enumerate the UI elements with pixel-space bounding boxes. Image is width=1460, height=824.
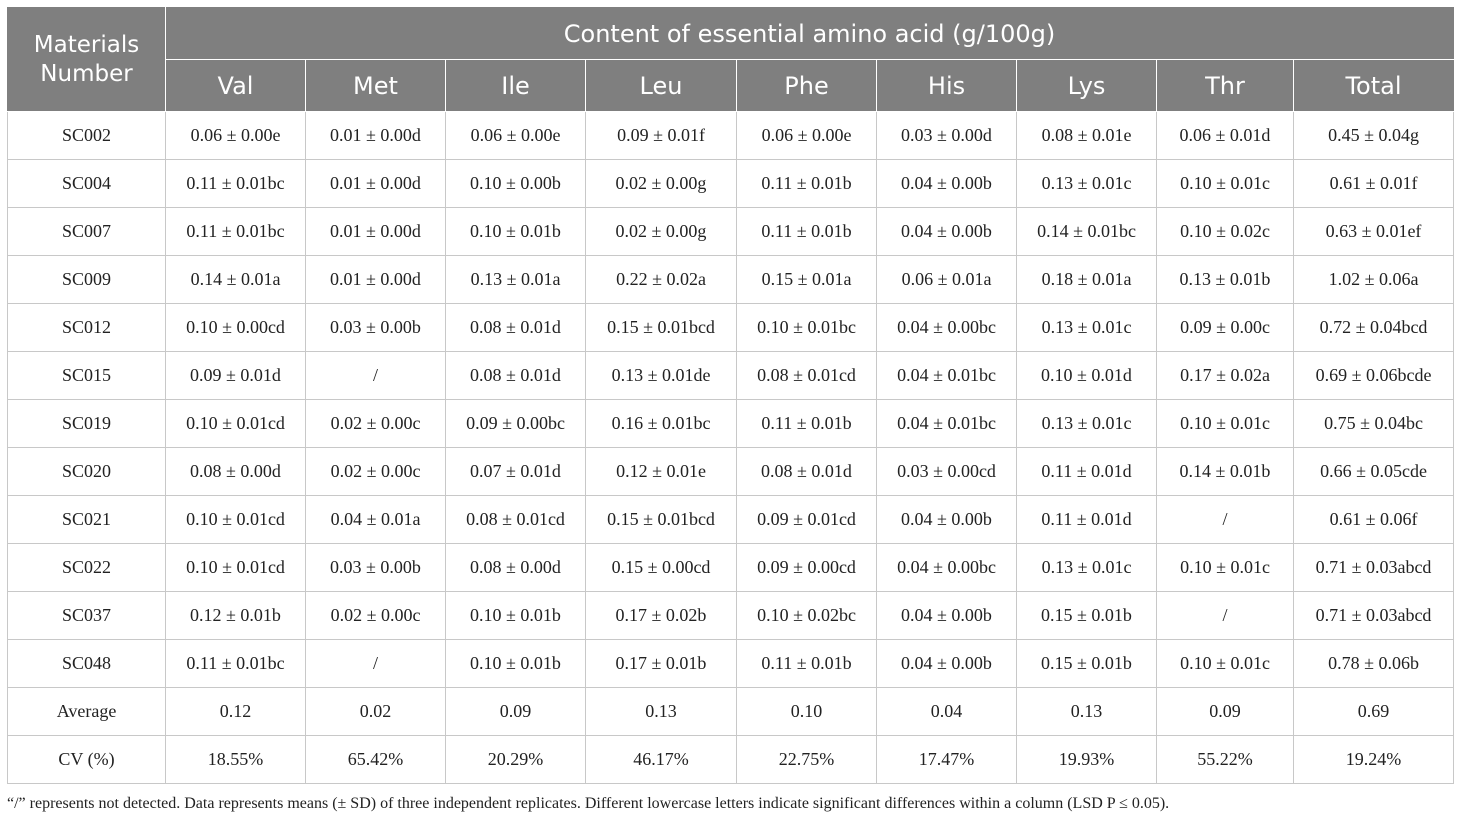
row-header-materials-number [8, 8, 166, 112]
data-cell: 0.03 ± 0.00b [306, 544, 446, 592]
column-header-thr: Thr [1157, 60, 1294, 112]
data-cell: 0.06 ± 0.00e [166, 112, 306, 160]
table-footnote: “/” represents not detected. Data represents means (± SD) of three independent replicates. Different lowercase letters indicate significant differences within a column (LSD P ≤ 0.05). [7, 795, 1170, 812]
data-cell: 0.08 ± 0.00d [446, 544, 586, 592]
data-cell: 0.09 ± 0.01f [586, 112, 737, 160]
data-cell: / [306, 352, 446, 400]
row-label-cell: SC019 [8, 400, 166, 448]
table-row [8, 208, 1454, 256]
data-cell: 0.08 ± 0.01cd [737, 352, 877, 400]
data-cell: 0.13 ± 0.01c [1017, 400, 1157, 448]
data-cell: 0.10 ± 0.01b [446, 592, 586, 640]
table-row [8, 160, 1454, 208]
data-cell: 0.18 ± 0.01a [1017, 256, 1157, 304]
data-cell: 0.16 ± 0.01bc [586, 400, 737, 448]
data-cell: 0.13 ± 0.01c [1017, 544, 1157, 592]
data-cell: 0.02 ± 0.00c [306, 400, 446, 448]
table-row [8, 352, 1454, 400]
table-row [8, 112, 1454, 160]
group-header-essential-amino-acid: Content of essential amino acid (g/100g) [166, 8, 1454, 60]
data-cell: 0.15 ± 0.01a [737, 256, 877, 304]
data-cell: 0.10 ± 0.01bc [737, 304, 877, 352]
data-cell: 46.17% [586, 736, 737, 784]
data-cell: 0.71 ± 0.03abcd [1294, 592, 1454, 640]
data-cell: 0.11 ± 0.01bc [166, 208, 306, 256]
data-cell: 0.63 ± 0.01ef [1294, 208, 1454, 256]
data-cell: 0.15 ± 0.00cd [586, 544, 737, 592]
column-header-his: His [877, 60, 1017, 112]
table-row [8, 736, 1454, 784]
data-cell: 0.04 [877, 688, 1017, 736]
header-row-columns [8, 60, 1454, 112]
data-cell: 0.78 ± 0.06b [1294, 640, 1454, 688]
data-cell: 0.66 ± 0.05cde [1294, 448, 1454, 496]
table-header [8, 8, 1454, 112]
data-cell: 0.09 [1157, 688, 1294, 736]
header-row-group [8, 8, 1454, 60]
table-row [8, 640, 1454, 688]
data-cell: / [306, 640, 446, 688]
data-cell: 0.69 ± 0.06bcde [1294, 352, 1454, 400]
data-cell: 0.11 ± 0.01bc [166, 160, 306, 208]
data-cell: 0.10 ± 0.02c [1157, 208, 1294, 256]
data-cell: 0.10 ± 0.01c [1157, 640, 1294, 688]
data-cell: 0.61 ± 0.01f [1294, 160, 1454, 208]
data-cell: 0.14 ± 0.01bc [1017, 208, 1157, 256]
data-cell: 0.22 ± 0.02a [586, 256, 737, 304]
data-cell: 0.17 ± 0.01b [586, 640, 737, 688]
data-cell: 0.06 ± 0.00e [446, 112, 586, 160]
row-label-cell: SC004 [8, 160, 166, 208]
data-cell: 0.08 ± 0.01d [446, 352, 586, 400]
data-cell: 0.10 ± 0.01c [1157, 544, 1294, 592]
data-cell: 0.04 ± 0.00b [877, 592, 1017, 640]
data-cell: 0.15 ± 0.01bcd [586, 496, 737, 544]
data-cell: 0.13 ± 0.01c [1017, 160, 1157, 208]
data-cell: 0.10 ± 0.01b [446, 640, 586, 688]
table-row [8, 448, 1454, 496]
data-cell: 0.04 ± 0.00bc [877, 304, 1017, 352]
row-header-label: Materials Number [33, 31, 140, 87]
amino-acid-table [7, 7, 1454, 784]
row-label-cell: SC021 [8, 496, 166, 544]
data-cell: 0.02 ± 0.00g [586, 208, 737, 256]
data-cell: 0.01 ± 0.00d [306, 256, 446, 304]
data-cell: 0.72 ± 0.04bcd [1294, 304, 1454, 352]
data-cell: 0.08 ± 0.00d [166, 448, 306, 496]
table-row [8, 688, 1454, 736]
table-row [8, 496, 1454, 544]
data-cell: 0.04 ± 0.00b [877, 496, 1017, 544]
data-cell: 0.02 ± 0.00c [306, 592, 446, 640]
data-cell: 0.07 ± 0.01d [446, 448, 586, 496]
data-cell: 19.24% [1294, 736, 1454, 784]
data-cell: 0.11 ± 0.01d [1017, 496, 1157, 544]
data-cell: 0.11 ± 0.01d [1017, 448, 1157, 496]
table-body [8, 112, 1454, 784]
data-cell: 0.03 ± 0.00d [877, 112, 1017, 160]
data-cell: 0.01 ± 0.00d [306, 208, 446, 256]
data-cell: 0.45 ± 0.04g [1294, 112, 1454, 160]
data-cell: 0.11 ± 0.01b [737, 640, 877, 688]
data-cell: 0.12 ± 0.01b [166, 592, 306, 640]
data-cell: 0.10 ± 0.01b [446, 208, 586, 256]
data-cell: 0.13 [1017, 688, 1157, 736]
data-cell: 0.13 ± 0.01c [1017, 304, 1157, 352]
table-row [8, 592, 1454, 640]
column-header-val: Val [166, 60, 306, 112]
data-cell: 0.13 ± 0.01de [586, 352, 737, 400]
data-cell: 0.04 ± 0.00b [877, 208, 1017, 256]
data-cell: 22.75% [737, 736, 877, 784]
data-cell: 0.03 ± 0.00cd [877, 448, 1017, 496]
data-cell: 0.02 ± 0.00g [586, 160, 737, 208]
data-cell: 19.93% [1017, 736, 1157, 784]
table-row [8, 256, 1454, 304]
data-cell: 0.09 ± 0.01d [166, 352, 306, 400]
data-cell: 0.04 ± 0.01a [306, 496, 446, 544]
data-cell: 0.13 ± 0.01b [1157, 256, 1294, 304]
data-cell: 0.11 ± 0.01b [737, 400, 877, 448]
data-cell: 0.08 ± 0.01d [446, 304, 586, 352]
data-cell: 0.13 [586, 688, 737, 736]
data-cell: 0.08 ± 0.01cd [446, 496, 586, 544]
data-cell: 0.04 ± 0.01bc [877, 400, 1017, 448]
data-cell: 0.10 ± 0.01cd [166, 496, 306, 544]
data-cell: 0.06 ± 0.01a [877, 256, 1017, 304]
data-cell: 0.14 ± 0.01a [166, 256, 306, 304]
data-cell: 0.61 ± 0.06f [1294, 496, 1454, 544]
column-header-met: Met [306, 60, 446, 112]
data-cell: 0.10 ± 0.01c [1157, 400, 1294, 448]
data-cell: 0.04 ± 0.00b [877, 160, 1017, 208]
data-cell: 0.08 ± 0.01d [737, 448, 877, 496]
data-cell: 0.03 ± 0.00b [306, 304, 446, 352]
row-label-cell: SC048 [8, 640, 166, 688]
data-cell: 0.09 ± 0.00c [1157, 304, 1294, 352]
table-row [8, 400, 1454, 448]
amino-acid-table-container [7, 7, 1453, 784]
data-cell: 0.11 ± 0.01b [737, 208, 877, 256]
data-cell: 0.09 [446, 688, 586, 736]
data-cell: 0.11 ± 0.01bc [166, 640, 306, 688]
data-cell: 0.01 ± 0.00d [306, 160, 446, 208]
data-cell: 0.15 ± 0.01b [1017, 640, 1157, 688]
data-cell: 0.15 ± 0.01bcd [586, 304, 737, 352]
data-cell: 0.02 ± 0.00c [306, 448, 446, 496]
data-cell: 0.10 ± 0.02bc [737, 592, 877, 640]
data-cell: 55.22% [1157, 736, 1294, 784]
data-cell: 0.71 ± 0.03abcd [1294, 544, 1454, 592]
data-cell: 0.75 ± 0.04bc [1294, 400, 1454, 448]
column-header-phe: Phe [737, 60, 877, 112]
data-cell: 18.55% [166, 736, 306, 784]
row-label-cell: SC037 [8, 592, 166, 640]
data-cell: / [1157, 496, 1294, 544]
column-header-leu: Leu [586, 60, 737, 112]
data-cell: 0.10 ± 0.00b [446, 160, 586, 208]
data-cell: 0.09 ± 0.00cd [737, 544, 877, 592]
data-cell: 0.10 ± 0.00cd [166, 304, 306, 352]
row-label-cell: SC012 [8, 304, 166, 352]
data-cell: 20.29% [446, 736, 586, 784]
data-cell: 0.09 ± 0.01cd [737, 496, 877, 544]
table-row [8, 544, 1454, 592]
data-cell: 0.01 ± 0.00d [306, 112, 446, 160]
data-cell: 0.15 ± 0.01b [1017, 592, 1157, 640]
row-label-cell: SC007 [8, 208, 166, 256]
column-header-total: Total [1294, 60, 1454, 112]
data-cell: 0.10 ± 0.01cd [166, 400, 306, 448]
data-cell: 0.17 ± 0.02a [1157, 352, 1294, 400]
row-label-cell: SC022 [8, 544, 166, 592]
column-header-lys: Lys [1017, 60, 1157, 112]
row-label-cell: SC015 [8, 352, 166, 400]
table-row [8, 304, 1454, 352]
row-label-cell: CV (%) [8, 736, 166, 784]
data-cell: 0.06 ± 0.00e [737, 112, 877, 160]
row-label-cell: Average [8, 688, 166, 736]
data-cell: / [1157, 592, 1294, 640]
data-cell: 0.17 ± 0.02b [586, 592, 737, 640]
data-cell: 0.04 ± 0.00bc [877, 544, 1017, 592]
data-cell: 0.12 [166, 688, 306, 736]
data-cell: 0.10 ± 0.01c [1157, 160, 1294, 208]
row-label-cell: SC020 [8, 448, 166, 496]
data-cell: 0.13 ± 0.01a [446, 256, 586, 304]
data-cell: 0.09 ± 0.00bc [446, 400, 586, 448]
data-cell: 0.04 ± 0.00b [877, 640, 1017, 688]
data-cell: 0.69 [1294, 688, 1454, 736]
data-cell: 0.10 ± 0.01d [1017, 352, 1157, 400]
data-cell: 0.06 ± 0.01d [1157, 112, 1294, 160]
data-cell: 0.14 ± 0.01b [1157, 448, 1294, 496]
data-cell: 0.12 ± 0.01e [586, 448, 737, 496]
data-cell: 17.47% [877, 736, 1017, 784]
data-cell: 0.10 [737, 688, 877, 736]
data-cell: 0.10 ± 0.01cd [166, 544, 306, 592]
row-label-cell: SC009 [8, 256, 166, 304]
data-cell: 1.02 ± 0.06a [1294, 256, 1454, 304]
row-label-cell: SC002 [8, 112, 166, 160]
data-cell: 0.08 ± 0.01e [1017, 112, 1157, 160]
data-cell: 0.11 ± 0.01b [737, 160, 877, 208]
column-header-ile: Ile [446, 60, 586, 112]
data-cell: 0.04 ± 0.01bc [877, 352, 1017, 400]
data-cell: 0.02 [306, 688, 446, 736]
data-cell: 65.42% [306, 736, 446, 784]
